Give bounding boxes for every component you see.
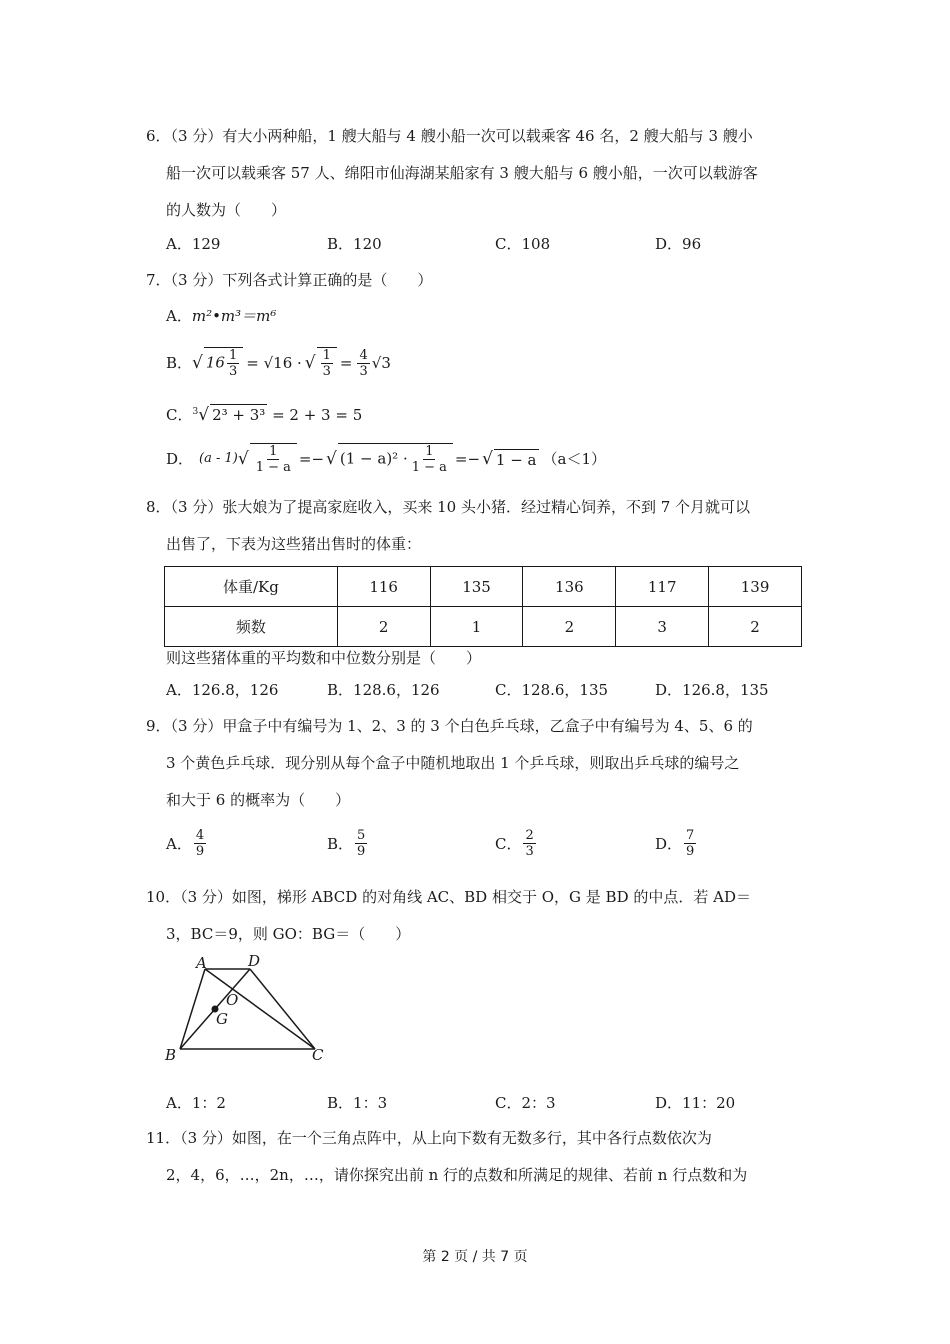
label-b: B [165, 1046, 177, 1064]
table-cell: 117 [616, 567, 709, 607]
q7d-mid2: =− [454, 450, 481, 468]
q6-option-d: D．96 [655, 235, 702, 253]
q8-option-c: C．128.6，135 [495, 681, 609, 699]
q7d-n2: 1 [425, 444, 434, 459]
q9-option-a-label: A． [166, 834, 192, 853]
q9-line-1: 9．（3 分）甲盒子中有编号为 1、2、3 的 3 个白色乒乓球，乙盒子中有编号为 4、5、6 的 [146, 717, 753, 735]
q10-option-a: A．1：2 [166, 1094, 226, 1112]
q7d-mid: =− [298, 450, 325, 468]
q6-option-a: A．129 [166, 235, 221, 253]
table-cell: 3 [616, 607, 709, 647]
q7b-n1: 1 [228, 348, 238, 363]
q6-line-2: 船一次可以载乘客 57 人、绵阳市仙海湖某船家有 3 艘大船与 6 艘小船，一次可以载游客 [166, 164, 758, 182]
q8-line-2: 出售了，下表为这些猪出售时的体重： [166, 535, 422, 553]
q9-option-b-label: B． [327, 834, 354, 853]
q10-option-b: B．1：3 [327, 1094, 388, 1112]
q7b-n3: 4 [359, 347, 368, 363]
q11-line-2: 2，4，6，…，2n，…，请你探究出前 n 行的点数和所满足的规律、若前 n 行点数和为 [166, 1166, 748, 1184]
q9b-num: 5 [357, 828, 366, 843]
q11-line-1: 11．（3 分）如图，在一个三角点阵中，从上向下数有无数多行，其中各行点数依次为 [146, 1129, 712, 1147]
q7b-d2: 3 [322, 364, 331, 379]
q7d-cond: （a＜1） [542, 450, 606, 468]
q10-option-d: D．11：20 [655, 1094, 736, 1112]
q9-option-a [166, 828, 208, 859]
q7-option-d-label: D． [166, 450, 194, 468]
table-cell: 1 [430, 607, 523, 647]
page-footer: 第 2 页 / 共 7 页 [422, 1249, 528, 1265]
q7c-tail: = 2 + 3 = 5 [272, 406, 363, 424]
q7b-whole: 16 [205, 353, 225, 372]
q7b-eq2: = [339, 354, 353, 372]
q7-option-a-expr: m²•m³＝m⁶ [191, 307, 277, 325]
q9d-den: 9 [686, 844, 695, 859]
q9b-den: 9 [357, 844, 366, 859]
q9-option-b [327, 828, 369, 859]
q6-line-1: 6．（3 分）有大小两种船，1 艘大船与 4 艘小船一次可以载乘客 46 名，2 艘大船与 3 艘小 [146, 127, 753, 145]
table-row [165, 567, 802, 607]
q9-option-c-label: C． [495, 834, 522, 853]
q7d-sq: (1 − a)² · [339, 449, 408, 468]
q7c-radicand: 2³ + 3³ [212, 406, 266, 424]
table-row [165, 607, 802, 647]
q6-option-c: C．108 [495, 235, 551, 253]
label-a: A [196, 954, 207, 972]
edge-ab [180, 969, 205, 1049]
q9-option-c [495, 828, 538, 859]
q8-option-a: A．126.8，126 [166, 681, 279, 699]
q9c-den: 3 [525, 844, 534, 859]
q7-option-b-label: B． [166, 354, 193, 372]
q7d-d1: 1 − a [255, 460, 291, 475]
q7d-d2: 1 − a [411, 460, 447, 475]
q8-option-d: D．126.8，135 [655, 681, 769, 699]
label-o: O [226, 991, 239, 1009]
q9c-num: 2 [525, 828, 534, 843]
q7-option-b: B． √ 16 $\frac{1}{3}$ = √16 · √ $\frac{1}{3}$ = $\frac{4}{3}$ √3 [166, 347, 391, 379]
q7b-d3: 3 [359, 363, 368, 379]
q9-option-d [655, 828, 698, 859]
label-c: C [312, 1046, 324, 1064]
trapezoid-figure [160, 952, 340, 1067]
q10-line-1: 10．（3 分）如图，梯形 ABCD 的对角线 AC、BD 相交于 O，G 是 BD 的中点．若 AD＝ [146, 888, 751, 906]
q9-line-2: 3 个黄色乒乓球．现分别从每个盒子中随机地取出 1 个乒乓球，则取出乒乓球的编号之 [166, 754, 740, 772]
q9-option-d-label: D． [655, 834, 683, 853]
table-cell: 体重/Kg [165, 567, 338, 607]
table-cell: 139 [709, 567, 802, 607]
table-cell: 2 [709, 607, 802, 647]
table-cell: 135 [430, 567, 523, 607]
q8-option-b: B．128.6，126 [327, 681, 440, 699]
q7b-tail: √3 [371, 354, 391, 372]
table-cell: 2 [337, 607, 430, 647]
table-cell: 2 [523, 607, 616, 647]
q7-option-c: C．$^3$√ 2³ + 3³ = 2 + 3 = 5 [166, 405, 363, 425]
q7-stem: 7．（3 分）下列各式计算正确的是（ ） [146, 271, 433, 289]
q6-option-b: B．120 [327, 235, 382, 253]
table-cell: 频数 [165, 607, 338, 647]
q7-option-c-label: C． [166, 406, 193, 424]
q7b-n2: 1 [322, 348, 331, 363]
q7-option-a [166, 306, 276, 326]
q9a-den: 9 [195, 844, 205, 859]
table-cell: 136 [523, 567, 616, 607]
table-cell: 116 [337, 567, 430, 607]
q7c-index: 3 [192, 407, 199, 417]
q7-option-a-label: A． [166, 307, 192, 325]
q7d-n1: 1 [269, 444, 278, 459]
q7d-lead: (a - 1) [199, 451, 238, 466]
q9-line-3: 和大于 6 的概率为（ ） [166, 791, 351, 809]
q7b-eq: = √16 · [246, 354, 302, 372]
label-d: D [248, 952, 261, 970]
q9d-num: 7 [686, 828, 695, 843]
q10-line-2: 3，BC＝9，则 GO：BG＝（ ） [166, 925, 411, 943]
q7-option-d: D． (a - 1) √ $\frac{1}{1 - a}$ =− √ (1 − a)² · $\frac{1}{1 - a}$ =− √ 1 − a （a＜1） [166, 444, 606, 475]
q9a-num: 4 [195, 828, 205, 843]
weight-table [164, 566, 802, 647]
q8-line-1: 8．（3 分）张大娘为了提高家庭收入，买来 10 头小猪．经过精心饲养，不到 7 个月就可以 [146, 498, 751, 516]
q6-line-3: 的人数为（ ） [166, 201, 287, 219]
label-g: G [216, 1010, 228, 1028]
q7d-rad: 1 − a [495, 450, 537, 469]
q8-after: 则这些猪体重的平均数和中位数分别是（ ） [166, 649, 482, 667]
q10-option-c: C．2：3 [495, 1094, 556, 1112]
q7b-d1: 3 [228, 364, 238, 379]
